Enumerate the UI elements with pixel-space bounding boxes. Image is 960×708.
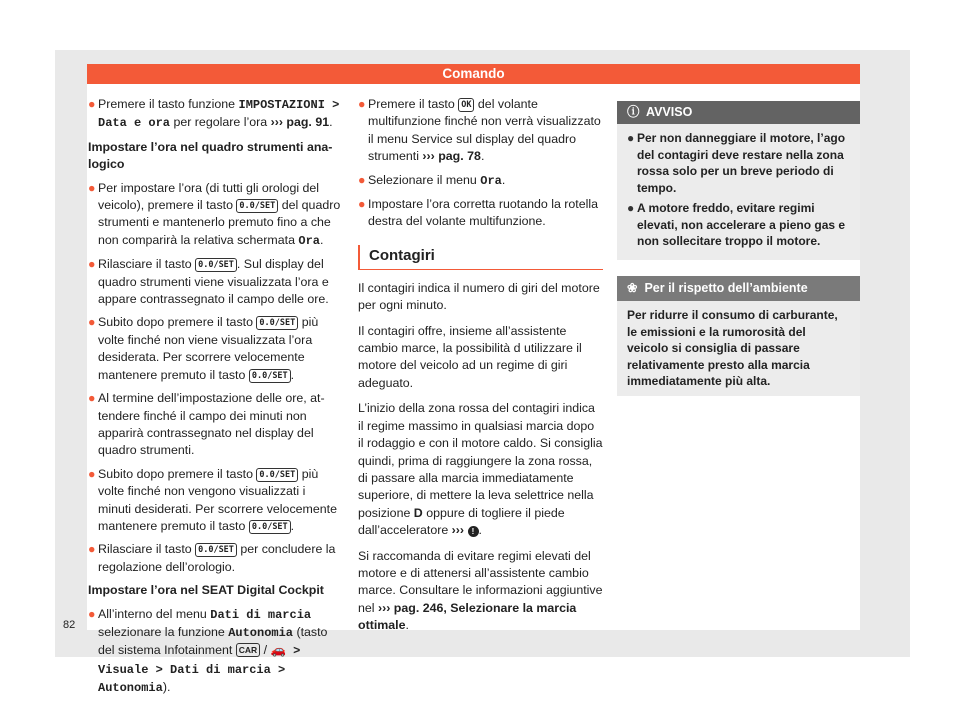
page-link[interactable]: ››› pag. 78: [422, 149, 481, 164]
paragraph: Il contagiri indica il numero di giri del motore per ogni minuto.: [358, 280, 600, 313]
warning-header: ⓘ AVVISO: [617, 101, 860, 124]
environment-header: ❀ Per il rispetto dell’ambiente: [617, 276, 860, 301]
page-link[interactable]: ››› pag. 91: [270, 115, 330, 130]
list-item: ● Rilasciare il tasto 0.0/SET . Sul display del quadro strumenti viene visualizzata l’ora e appare contrassegnato il campo delle ore.: [88, 257, 329, 307]
bullet-icon: ●: [88, 606, 96, 621]
bullet-icon: ●: [88, 315, 96, 330]
warning-body: [617, 124, 860, 260]
page-link[interactable]: ››› pag. 246, Selezionare la marcia ottimale: [358, 600, 577, 633]
list-item: ● Premere il tasto funzione IMPOSTAZIONI > Data e ora per regolare l’ora ››› pag. 91.: [88, 97, 340, 131]
set-key-icon: 0.0/SET: [256, 468, 298, 482]
section-banner: Comando: [87, 64, 860, 84]
list-item: ● Selezionare il menu Ora.: [358, 172, 506, 188]
ok-key-icon: OK: [458, 98, 474, 112]
bullet-icon: ●: [88, 466, 96, 481]
paragraph: Il contagiri offre, insieme all’assistente cambio marce, la possibilità d utilizzare il motore del veicolo ad un regime di giri adeguato.: [358, 323, 582, 390]
column-right: [617, 101, 860, 396]
column-left: [88, 96, 341, 704]
list-item: ● Subito dopo premere il tasto 0.0/SET più volte finché non vengono visualizzati i minuti desiderati. Per scorrere velocemente mantenere premuto il tasto 0.0/SET .: [88, 466, 337, 533]
column-middle: [358, 96, 603, 643]
warning-icon: ⓘ: [627, 105, 640, 119]
list-item: ● All’interno del menu Dati di marcia selezionare la funzione Autonomia (tasto del sistema Infotainment CAR / 🚗 > Visuale > Dati di marcia > Autonomia).: [88, 606, 328, 696]
warning-box: [617, 101, 860, 260]
bullet-icon: ●: [358, 97, 366, 111]
set-key-icon: 0.0/SET: [195, 543, 237, 557]
list-item: ● Rilasciare il tasto 0.0/SET per concludere la regolazione dell’orologio.: [88, 542, 336, 574]
bullet-icon: ●: [627, 131, 635, 146]
list-item: ● Subito dopo premere il tasto 0.0/SET più volte finché non viene visualizzata l’ora desiderata. Per scorrere velocemente mantenere premuto il tasto 0.0/SET .: [88, 315, 319, 382]
environment-icon: ❀: [627, 280, 638, 295]
paragraph: L’inizio della zona rossa del contagiri indica il regime massimo in qualsiasi marcia dopo il rodaggio e con il motore caldo. Si consiglia quindi, prima di raggiungere la zona rossa, di passare alla marcia immediatamente superiore, di mettere la leva selettrice nella posizione D oppure di togliere il piede dall’acceleratore ››› ! .: [358, 401, 603, 538]
list-item: ● Premere il tasto OK del volante multifunzione finché non verrà visualizzato il menu Service sul display del quadro strumenti ››› pag. 78.: [358, 97, 601, 164]
manual-page: [87, 64, 860, 696]
list-item: ● A motore freddo, evitare regimi elevati, non accelerare a pieno gas e non sollecitare troppo il motore.: [627, 201, 846, 249]
set-key-icon: 0.0/SET: [249, 520, 291, 534]
set-key-icon: 0.0/SET: [249, 369, 291, 383]
subheading: Impostare l’ora nel SEAT Digital Cockpit: [88, 583, 324, 598]
paragraph: Si raccomanda di evitare regimi elevati del motore e di attenersi all’assistente cambio marce. Consultare le informazioni aggiuntive nel ››› pag. 246, Selezionare la marcia ottimale.: [358, 548, 603, 633]
warning-icon: !: [468, 526, 479, 537]
environment-box: [617, 276, 860, 396]
section-title: Contagiri: [358, 245, 603, 270]
car-key-icon: CAR: [236, 643, 260, 657]
page-number: 82: [63, 619, 76, 631]
list-item: ● Al termine dell’impostazione delle ore, attendere finché il campo dei minuti non apparirà contrassegnato nel display del quadro strumenti.: [88, 391, 325, 458]
bullet-icon: ●: [88, 180, 96, 195]
bullet-icon: ●: [88, 97, 96, 111]
list-item: ● Per non danneggiare il motore, l’ago del contagiri deve restare nella zona rossa solo per un breve periodo di tempo.: [627, 131, 846, 195]
set-key-icon: 0.0/SET: [236, 199, 278, 213]
bullet-icon: ●: [88, 257, 96, 272]
bullet-icon: ●: [88, 542, 96, 557]
bullet-icon: ●: [358, 197, 366, 212]
set-key-icon: 0.0/SET: [256, 316, 298, 330]
menu-car-icon: 🚗: [270, 643, 286, 658]
subheading: Impostare l’ora nel quadro strumenti analogico: [88, 139, 333, 172]
set-key-icon: 0.0/SET: [195, 258, 237, 272]
bullet-icon: ●: [358, 172, 366, 187]
bullet-icon: ●: [627, 201, 635, 216]
bullet-icon: ●: [88, 391, 96, 406]
list-item: ● Impostare l’ora corretta ruotando la rotella destra del volante multifunzione.: [358, 197, 599, 229]
list-item: ● Per impostare l’ora (di tutti gli orologi del veicolo), premere il tasto 0.0/SET del quadro strumenti e mantenerlo premuto fino a che non comparirà la relativa schermata Ora.: [88, 180, 341, 248]
warning-link[interactable]: ›››: [451, 523, 465, 538]
environment-body: Per ridurre il consumo di carburante, le emissioni e la rumorosità del veicolo si consiglia di passare relativamente presto alla marcia immediatamente più alta.: [627, 308, 838, 389]
